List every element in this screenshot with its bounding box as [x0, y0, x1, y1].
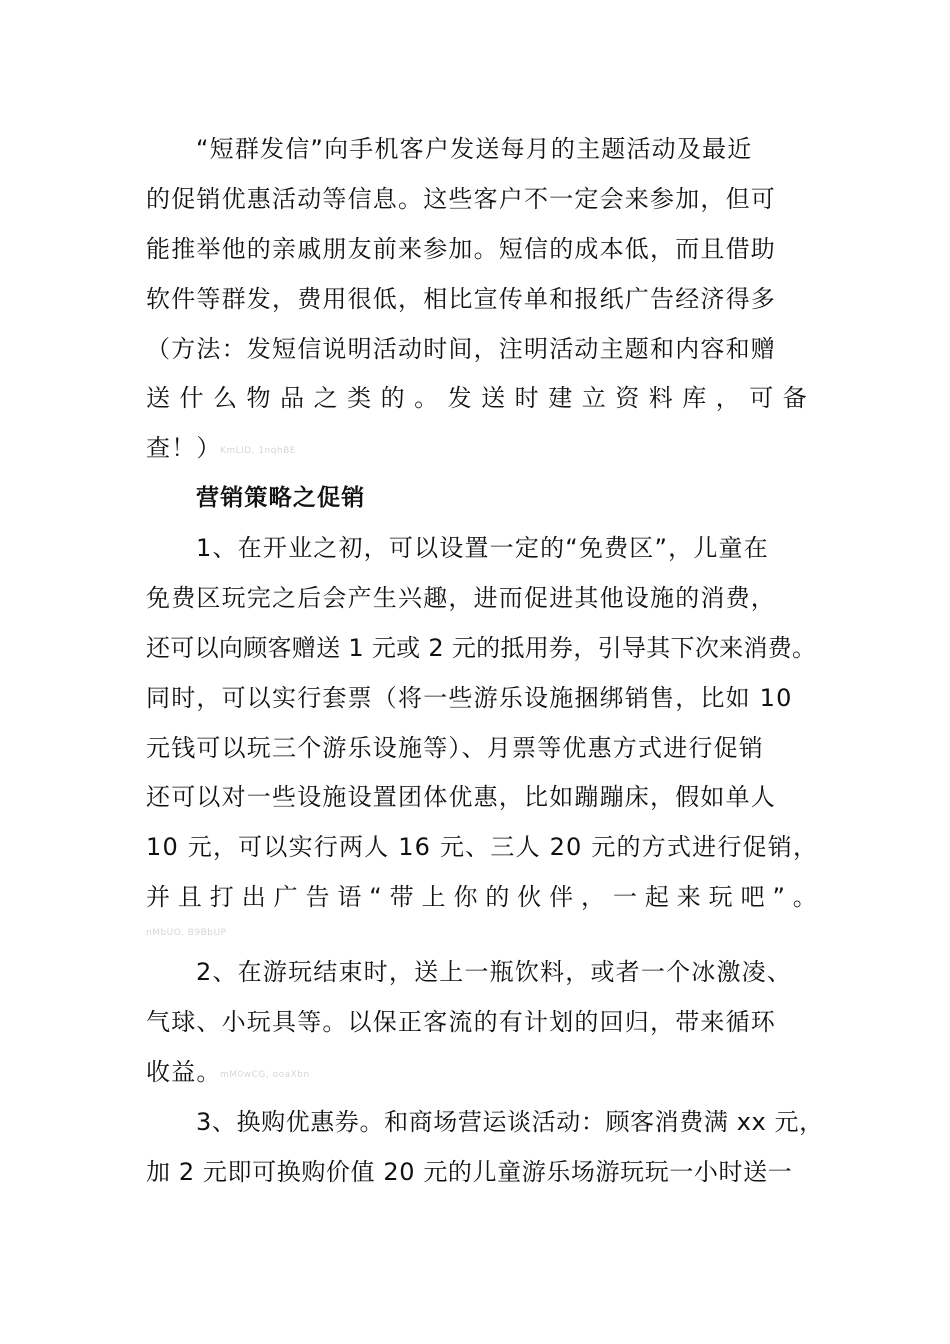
paragraph-2-line-5: 元钱可以玩三个游乐设施等）、月票等优惠方式进行促销	[146, 734, 764, 762]
paragraph-2-line-7: 10 元，可以实行两人 16 元、三人 20 元的方式进行促销，	[146, 833, 819, 861]
paragraph-1-line-5: （方法：发短信说明活动时间，注明活动主题和内容和赠	[146, 335, 776, 363]
paragraph-4-line-1: 3、换购优惠券。和商场营运谈活动：顾客消费满 xx 元，	[196, 1108, 824, 1136]
paragraph-2-line-2: 免费区玩完之后会产生兴趣，进而促进其他设施的消费，	[146, 584, 776, 612]
paragraph-1-line-7: 查！）	[146, 434, 222, 462]
paragraph-1-line-3: 能推举他的亲戚朋友前来参加。短信的成本低，而且借助	[146, 235, 776, 263]
paragraph-2-line-3: 还可以向顾客赠送 1 元或 2 元的抵用券，引导其下次来消费。	[146, 634, 817, 662]
paragraph-3-line-3: 收益。	[146, 1058, 222, 1086]
paragraph-3-line-2: 气球、小玩具等。以保正客流的有计划的回归，带来循环	[146, 1008, 776, 1036]
paragraph-1-line-4: 软件等群发，费用很低，相比宣传单和报纸广告经济得多	[146, 285, 776, 313]
watermark-text: nMbUO. B9BbUP	[146, 928, 227, 938]
paragraph-1-line-2: 的促销优惠活动等信息。这些客户不一定会来参加，但可	[146, 185, 776, 213]
section-heading: 营销策略之促销	[196, 485, 366, 511]
watermark-text: mM0wCG, ooaXbn	[220, 1070, 310, 1080]
paragraph-2-line-6: 还可以对一些设施设置团体优惠，比如蹦蹦床，假如单人	[146, 783, 776, 811]
watermark-text: KmLlD, 1nqhBE	[220, 446, 297, 456]
paragraph-1-line-6: 送什么物品之类的。发送时建立资料库，可备	[146, 384, 808, 412]
paragraph-1-line-1: “短群发信”向手机客户发送每月的主题活动及最近	[196, 135, 753, 163]
paragraph-2-line-4: 同时，可以实行套票（将一些游乐设施捆绑销售，比如 10	[146, 684, 793, 712]
paragraph-3-line-1: 2、在游玩结束时，送上一瓶饮料，或者一个冰激凌、	[196, 958, 793, 986]
paragraph-2-line-8: 并且打出广告语“带上你的伙伴，一起来玩吧”。	[146, 883, 818, 911]
paragraph-4-line-2: 加 2 元即可换购价值 20 元的儿童游乐场游玩玩一小时送一	[146, 1158, 793, 1186]
paragraph-2-line-1: 1、在开业之初，可以设置一定的“免费区”，儿童在	[196, 534, 769, 562]
